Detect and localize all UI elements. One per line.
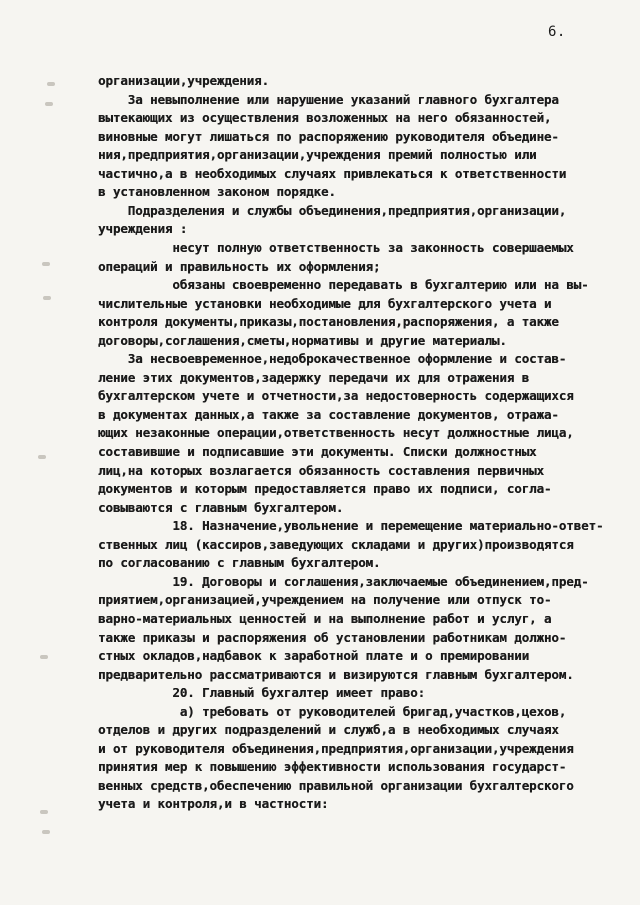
text-line: документов и которым предоставляется право их подписи, согла-	[98, 481, 552, 497]
punch-mark	[43, 296, 51, 300]
text-line: принятия мер к повышению эффективности использования государст-	[98, 759, 567, 775]
text-line: обязаны своевременно передавать в бухгалтерию или на вы-	[98, 277, 589, 293]
punch-mark	[42, 262, 50, 266]
text-line: по согласованию с главным бухгалтером.	[98, 555, 381, 571]
text-line: венных средств,обеспечению правильной организации бухгалтерского	[98, 777, 574, 793]
text-line: организации,учреждения.	[98, 73, 269, 88]
text-line: также приказы и распоряжения об установлении работникам должно-	[98, 629, 567, 645]
text-line: бухгалтерском учете и отчетности,за недостоверность содержащихся	[98, 388, 574, 404]
text-line: ление этих документов,задержку передачи их для отражения в	[98, 369, 530, 385]
text-line: в установленном законом порядке.	[98, 184, 336, 200]
text-line: частично,а в необходимых случаях привлекаться к ответственности	[98, 165, 567, 181]
punch-mark	[38, 455, 46, 459]
text-line: отделов и других подразделений и служб,а в необходимых случаях	[98, 722, 559, 738]
text-line: варно-материальных ценностей и на выполнение работ и услуг, а	[98, 610, 552, 626]
text-line: 18. Назначение,увольнение и перемещение материально-ответ-	[98, 518, 604, 534]
text-line: 19. Договоры и соглашения,заключаемые объединением,пред-	[98, 573, 589, 589]
text-line: и от руководителя объединения,предприятия,организации,учреждения	[98, 740, 574, 756]
text-line: ния,предприятия,организации,учреждения премий полностью или	[98, 147, 537, 163]
text-line: а) требовать от руководителей бригад,участков,цехов,	[98, 703, 567, 719]
text-line: За невыполнение или нарушение указаний главного бухгалтера	[98, 91, 559, 107]
text-line: договоры,соглашения,сметы,нормативы и другие материалы.	[98, 332, 507, 348]
text-line: составившие и подписавшие эти документы. Списки должностных	[98, 444, 537, 459]
text-line: вытекающих из осуществления возложенных на него обязанностей,	[98, 110, 552, 126]
text-line: учреждения :	[98, 221, 188, 237]
punch-mark	[40, 810, 48, 814]
text-line: несут полную ответственность за законность совершаемых	[98, 239, 574, 255]
text-line: За несвоевременное,недоброкачественное оформление и состав-	[98, 351, 567, 367]
text-line: предварительно рассматриваются и визируются главным бухгалтером.	[98, 666, 574, 682]
text-line: Подразделения и службы объединения,предприятия,организации,	[98, 202, 567, 218]
text-line: приятием,организацией,учреждением на получение или отпуск то-	[98, 592, 552, 608]
text-line: учета и контроля,и в частности:	[98, 796, 329, 812]
punch-mark	[45, 102, 53, 106]
text-line: совываются с главным бухгалтером.	[98, 499, 344, 515]
page-number: 6.	[548, 24, 566, 40]
text-line: стных окладов,надбавок к заработной плате и о премировании	[98, 648, 530, 664]
punch-mark	[42, 830, 50, 834]
text-line: в документах данных,а также за составление документов, отража-	[98, 406, 559, 422]
text-line: числительные установки необходимые для бухгалтерского учета и	[98, 295, 552, 311]
text-line: ющих незаконные операции,ответственность несут должностные лица,	[98, 425, 574, 441]
text-line: виновные могут лишаться по распоряжению руководителя объедине-	[98, 128, 559, 144]
text-line: лиц,на которых возлагается обязанность составления первичных	[98, 462, 544, 478]
punch-mark	[47, 82, 55, 86]
text-line: операций и правильность их оформления;	[98, 258, 381, 274]
text-line: ственных лиц (кассиров,заведующих складами и других)производятся	[98, 536, 574, 552]
punch-mark	[40, 655, 48, 659]
text-line: 20. Главный бухгалтер имеет право:	[98, 685, 426, 701]
text-line: контроля документы,приказы,постановления,распоряжения, а также	[98, 314, 559, 330]
